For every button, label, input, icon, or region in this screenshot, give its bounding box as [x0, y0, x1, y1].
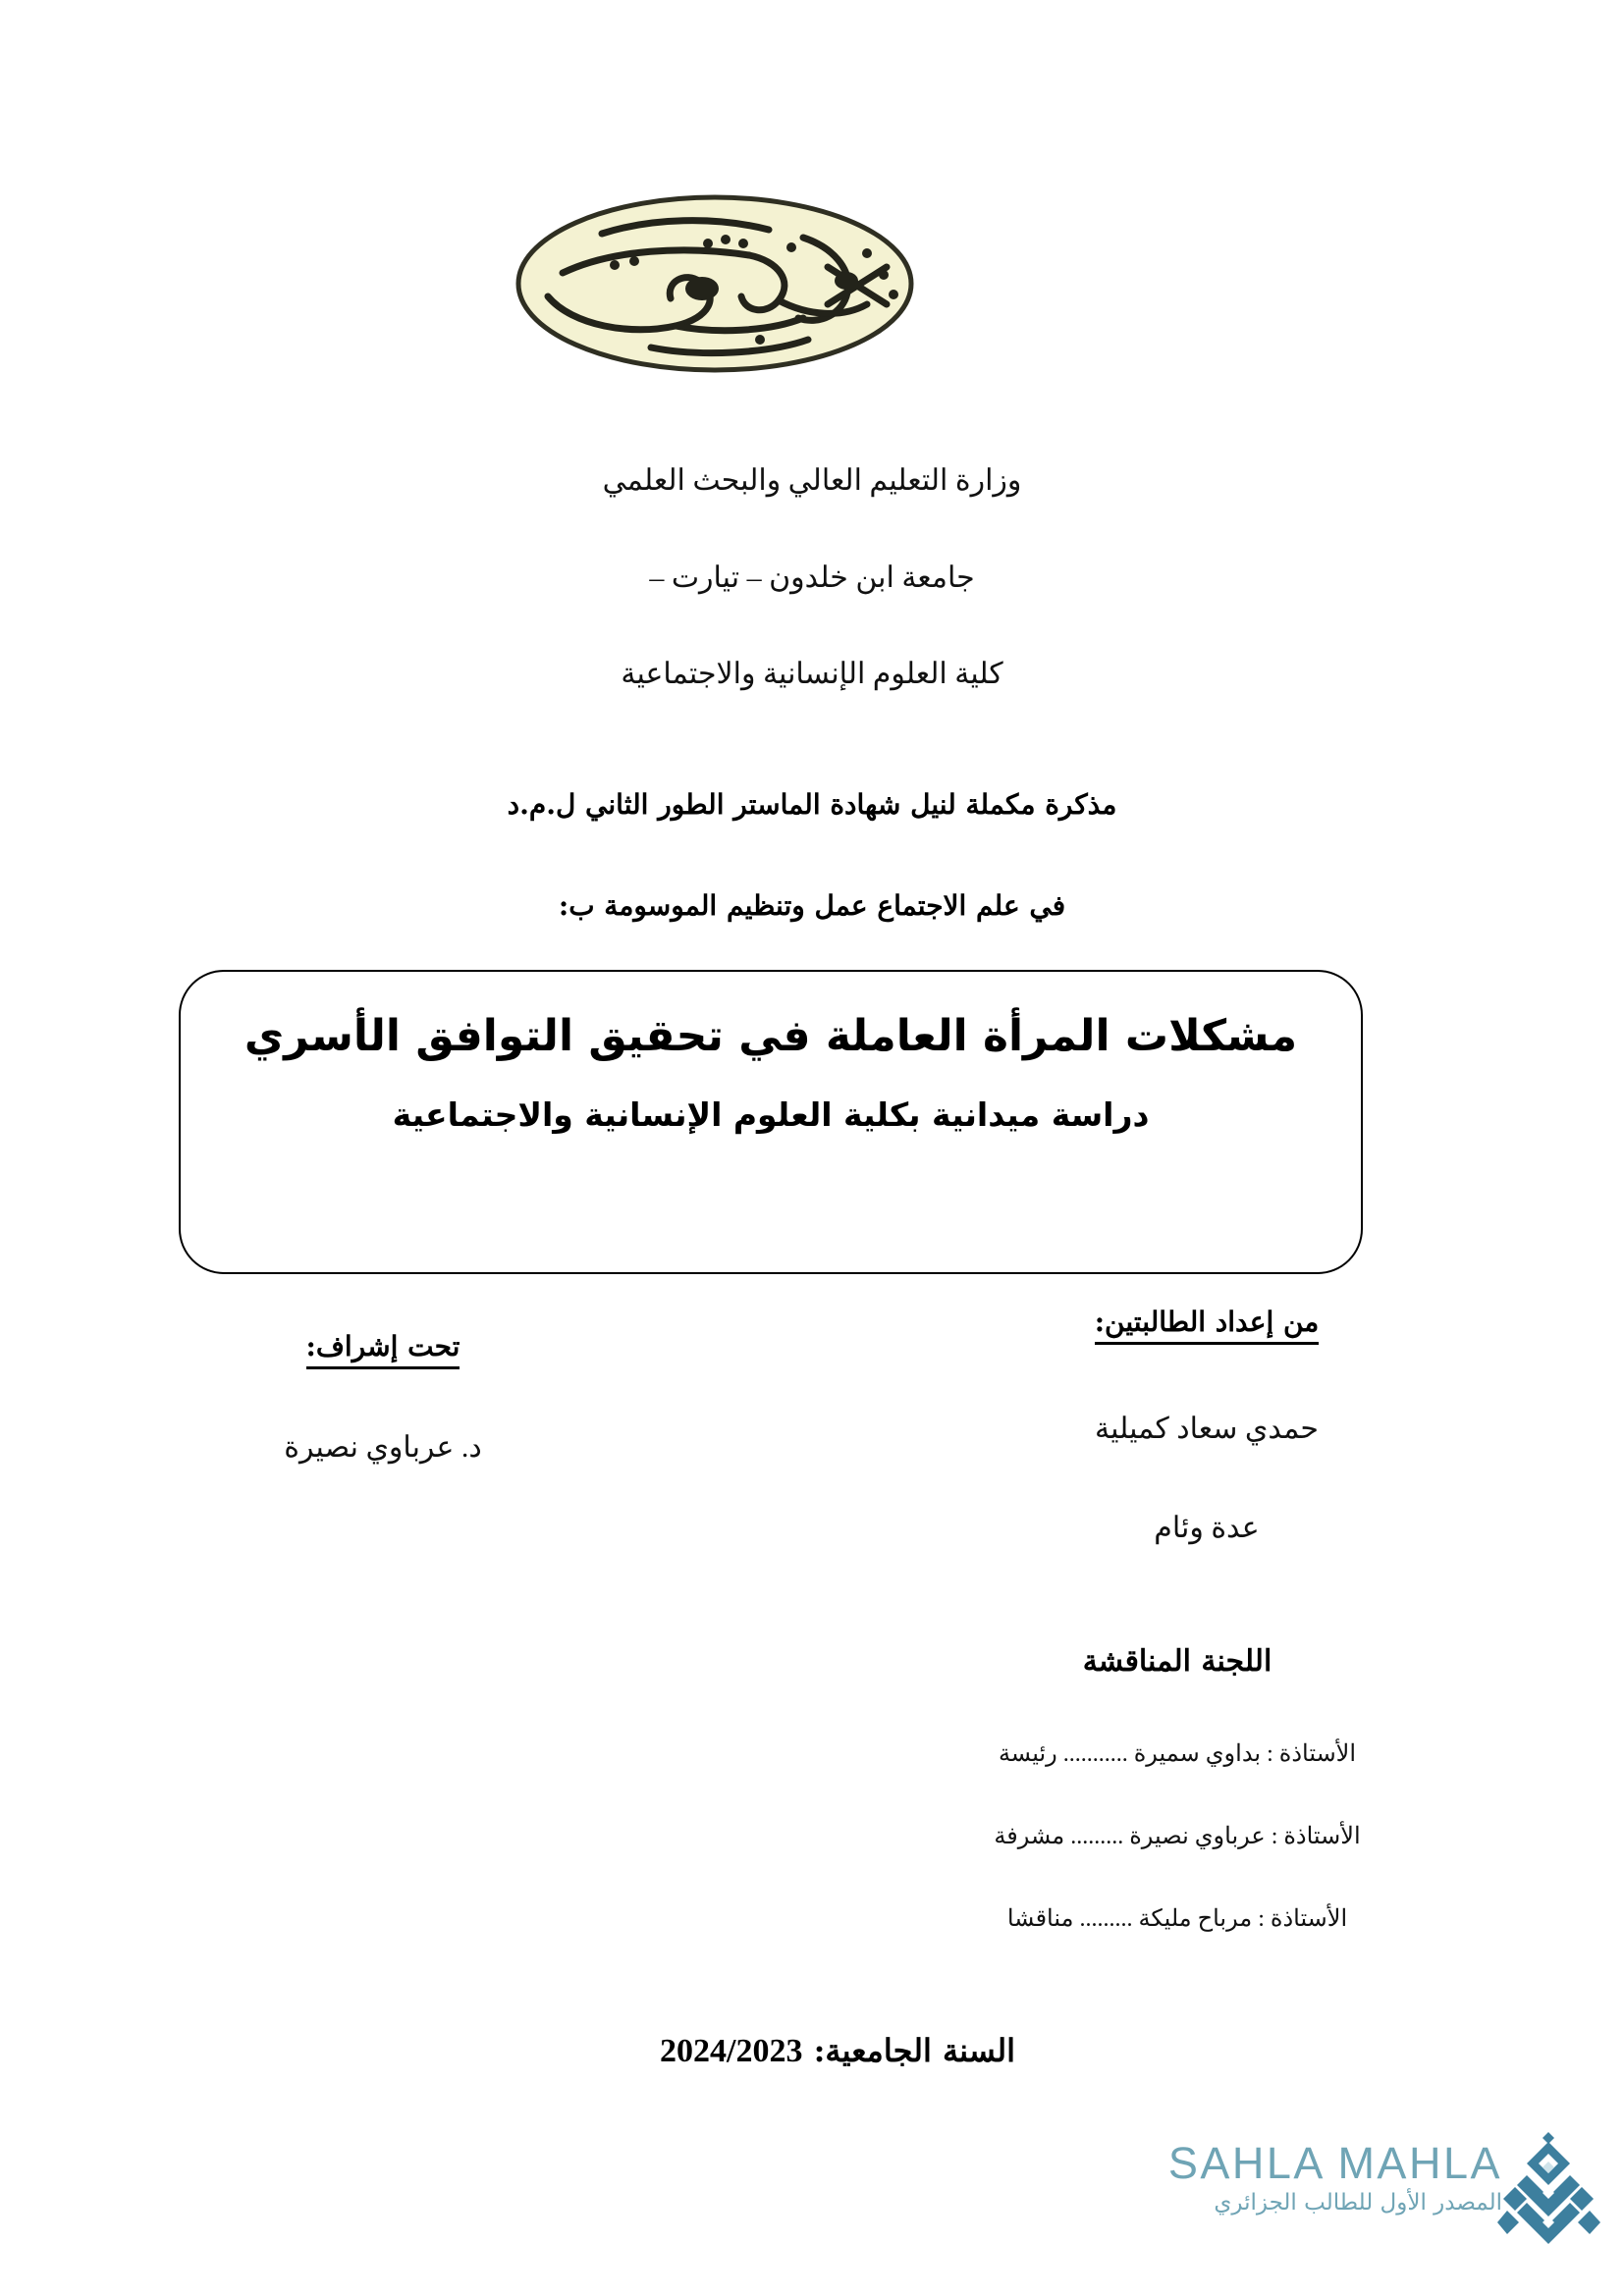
authors-heading: من إعداد الطالبتين:	[1095, 1306, 1320, 1345]
jury-heading: اللجنة المناقشة	[1082, 1644, 1272, 1679]
sahla-mahla-watermark	[1154, 2140, 1605, 2258]
degree-line-1: مذكرة مكملة لنيل شهادة الماستر الطور الثاني ل.م.د	[507, 788, 1117, 821]
jury-member-1: الأستاذة : بداوي سميرة ........... رئيسة	[998, 1741, 1357, 1767]
brand-tagline: المصدر الأول للطالب الجزائري	[1214, 2190, 1502, 2216]
academic-year	[660, 2032, 1015, 2070]
authors-block	[1001, 1306, 1413, 1545]
thesis-title-box	[179, 970, 1363, 1274]
ministry-line: وزارة التعليم العالي والبحث العلمي	[602, 464, 1022, 497]
supervisor-name: د. عرباوي نصيرة	[284, 1431, 482, 1464]
supervisor-block	[187, 1330, 579, 1465]
brand-texts	[1154, 2140, 1502, 2216]
faculty-line: كلية العلوم الإنسانية والاجتماعية	[621, 658, 1003, 690]
author-name-2: عدة وئام	[1154, 1512, 1260, 1544]
degree-line-2: في علم الاجتماع عمل وتنظيم الموسومة ب:	[558, 889, 1066, 923]
author-name-1: حمدي سعاد كميلية	[1095, 1413, 1319, 1445]
thesis-subtitle: دراسة ميدانية بكلية العلوم الإنسانية والاجتماعية	[392, 1095, 1150, 1134]
academic-year-value: 2024/2023	[660, 2033, 803, 2069]
academic-year-label: السنة الجامعية:	[813, 2032, 1015, 2069]
brand-name: SAHLA MAHLA	[1167, 2138, 1502, 2188]
berber-diamond-lattice-icon	[1497, 2132, 1600, 2245]
supervisor-heading: تحت إشراف:	[306, 1330, 460, 1369]
jury-member-3: الأستاذة : مرباح مليكة ......... مناقشا	[1006, 1906, 1348, 1932]
jury-member-2: الأستاذة : عرباوي نصيرة ......... مشرفة	[994, 1824, 1361, 1849]
institution-header	[0, 461, 1624, 752]
university-logo	[455, 179, 975, 390]
degree-statement	[0, 785, 1624, 988]
university-line: جامعة ابن خلدون – تيارت –	[649, 561, 975, 594]
thesis-title: مشكلات المرأة العاملة في تحقيق التوافق الأسري	[244, 1011, 1298, 1061]
jury-block	[942, 1644, 1413, 1987]
